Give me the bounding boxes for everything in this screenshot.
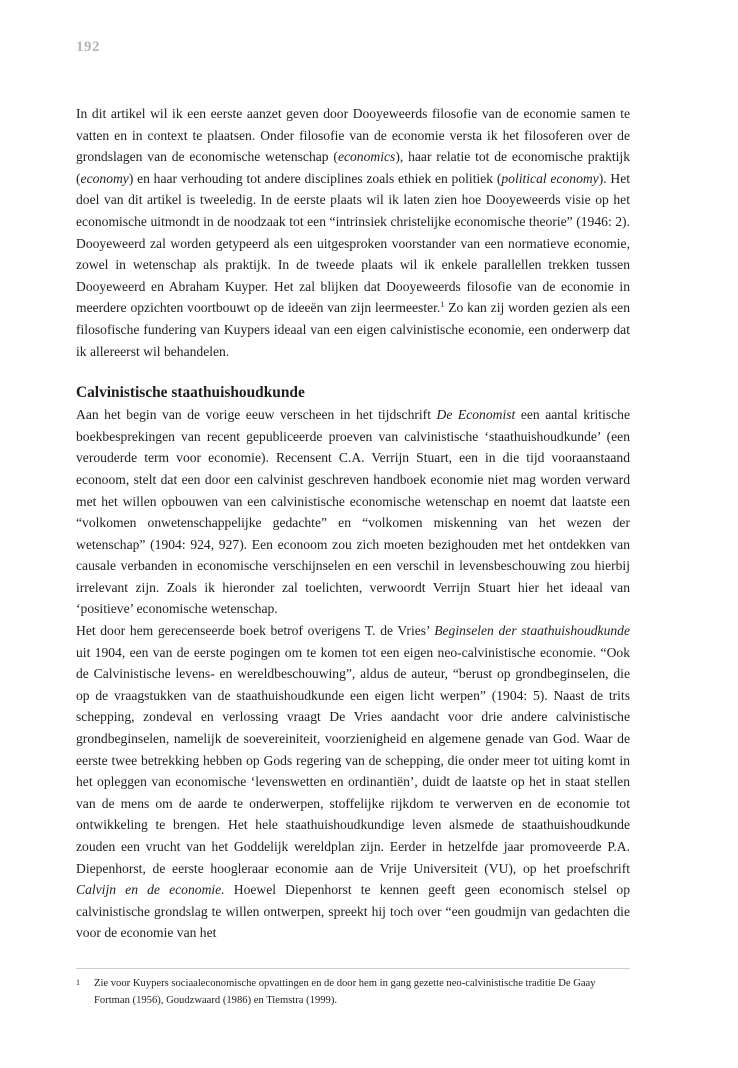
footnote-text: Zie voor Kuypers sociaaleconomische opvattingen en de door hem in gang gezette neo-calvinistische traditie De Gaay Fortman (1956), Goudzwaard (1986) en Tiemstra (1999). xyxy=(94,978,596,1006)
footnote-divider xyxy=(76,968,630,969)
italic-term-political-economy: political economy xyxy=(501,170,599,186)
intro-paragraph xyxy=(76,103,630,362)
intro-text: ) en haar verhouding tot andere disciplines zoals ethiek en politiek ( xyxy=(128,170,502,186)
body-text xyxy=(76,103,630,944)
footnote-mark: 1 xyxy=(76,978,80,987)
paragraph-text: Aan het begin van de vorige eeuw verscheen in het tijdschrift xyxy=(76,407,437,423)
italic-title-de-economist: De Economist xyxy=(436,407,516,423)
italic-title-calvijn: Calvijn en de economie. xyxy=(76,882,225,898)
paragraph-text: uit 1904, een van de eerste pogingen om te komen tot een eigen neo-calvinistische economie. “Ook de Calvinistische levens- en wereldbeschouwing”, aldus de auteur, “berust op grondbeginselen, die op de vraagstukken van de staathuishoudkunde een eigen licht werpen” (1904: 5). Naast de trits schepping, zondeval en verlossing vraagt De Vries aandacht voor drie andere calvinistische grondbeginselen, namelijk de soevereiniteit, voorzienigheid en algemene genade van God. Waar de eerste twee betrekking hebben op Gods regering van de schepping, die onder meer tot uiting komt in het opleggen van economische ‘levenswetten en ordinantiën’, duidt de laatste op het in staat stellen van de mens om de aarde te onderwerpen, stoffelijke rijkdom te verwerven en de economie tot ontwikkeling te brengen. Het hele staathuishoudkundige leven alsmede de staathuishoudkunde zouden een vrucht van het Goddelijk wereldplan zijn. Eerder in hetzelfde jaar promoveerde P.A. Diepenhorst, de eerste hoogleraar economie aan de Vrije Universiteit (VU), op het proefschrift xyxy=(76,644,630,876)
page-number: 192 xyxy=(76,39,100,55)
section-paragraph-1 xyxy=(76,404,630,620)
footnote-reference[interactable]: 1 xyxy=(440,300,445,310)
intro-text: In dit artikel wil ik een eerste aanzet geven door Dooyeweerds filosofie van de economie samen te vatten en in context te plaatsen. Onder filosofie van de economie versta ik het filosoferen over de grondslagen van de economische wetenschap ( xyxy=(76,106,630,165)
paragraph-text: Het door hem gerecenseerde boek betrof overigens T. de Vries’ xyxy=(76,623,435,639)
paragraph-text: Hoewel Diepenhorst te kennen geeft geen economisch stelsel op calvinistische grondslag te willen ontwerpen, spreekt hij toch over “een goudmijn van gedachten die voor de economie van het xyxy=(76,882,630,941)
intro-text: ), haar relatie tot de economische praktijk ( xyxy=(76,149,630,186)
intro-text: Zo kan zij worden gezien als een filosofische fundering van Kuypers ideaal van een eigen calvinistische economie, een onderwerp dat ik allereerst wil behandelen. xyxy=(76,300,630,359)
paragraph-text: een aantal kritische boekbesprekingen van recent gepubliceerde proeven van calvinistische ‘staathuishoudkunde’ (een verouderde term voor economie). Recensent C.A. Verrijn Stuart, een in die tijd vooraanstaand econoom, stelt dat een door een calvinist geschreven handboek economie niet mag worden verward met het willen opbouwen van een calvinistische economische wetenschap en noemt dat laatste een “volkomen onwetenschappelijke gedachte” en “volkomen miskenning van het wezen der wetenschap” (1904: 924, 927). Een econoom zou zich moeten bezighouden met het ontdekken van causale verbanden in economische verschijnselen en een verschil in levensbeschouwing zou hierbij irrelevant zijn. Zoals ik hieronder zal toelichten, verwoordt Verrijn Stuart hier het ideaal van ‘positieve’ economische wetenschap. xyxy=(76,407,631,617)
footnote xyxy=(76,975,630,1009)
italic-title-beginselen: Beginselen der staathuishoudkunde xyxy=(434,623,630,639)
section-heading: Calvinistische staathuishoudkunde xyxy=(76,384,305,402)
italic-term-economy: economy xyxy=(80,170,129,186)
intro-text: ). Het doel van dit artikel is tweeledig. In de eerste plaats wil ik laten zien hoe Dooyeweerds visie op het economische uitmondt in de noodzaak tot een “intrinsiek christelijke economische theorie” (1946: 2). Dooyeweerd zal worden getypeerd als een uitgesproken voorstander van een normatieve economie, zowel in wetenschap als praktijk. In de tweede plaats wil ik enkele parallellen trekken tussen Dooyeweerd en Abraham Kuyper. Het zal blijken dat Dooyeweerds filosofie van de economie in meerdere opzichten voortbouwt op de ideeën van zijn leermeester. xyxy=(76,170,631,316)
section-paragraph-2 xyxy=(76,620,630,944)
italic-term-economics: economics xyxy=(337,149,396,165)
